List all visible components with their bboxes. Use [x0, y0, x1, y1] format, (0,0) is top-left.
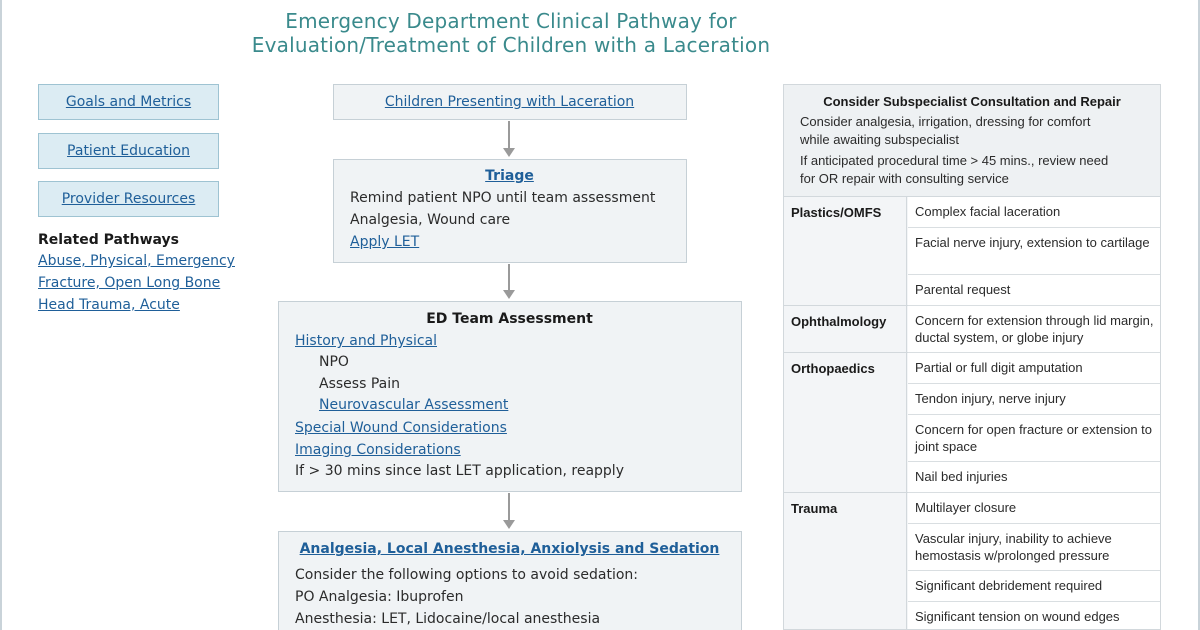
analgesia-line-po: PO Analgesia: Ibuprofen	[295, 589, 464, 605]
consult-item: Tendon injury, nerve injury	[908, 384, 1161, 415]
consult-text-1b: while awaiting subspecialist	[800, 132, 959, 147]
consult-item: Parental request	[908, 275, 1161, 306]
consult-item: Facial nerve injury, extension to cartilage	[908, 228, 1161, 275]
provider-resources-link[interactable]: Provider Resources	[61, 191, 196, 207]
related-pathway-link-abuse[interactable]: Abuse, Physical, Emergency	[38, 253, 235, 269]
flow-arrow	[508, 121, 510, 149]
flow-arrowhead	[503, 148, 515, 157]
imaging-considerations-link[interactable]: Imaging Considerations	[295, 442, 461, 458]
consult-item: Concern for extension through lid margin, ductal system, or globe injury	[908, 306, 1161, 353]
consult-item: Significant tension on wound edges	[908, 602, 1161, 630]
consult-item: Partial or full digit amputation	[908, 353, 1161, 384]
goals-and-metrics-button[interactable]	[38, 84, 219, 120]
triage-line-npo: Remind patient NPO until team assessment	[350, 190, 656, 206]
consult-text-1a: Consider analgesia, irrigation, dressing for comfort	[800, 114, 1091, 129]
analgesia-box	[278, 531, 742, 630]
reapply-let-text: If > 30 mins since last LET application, reapply	[295, 463, 624, 479]
ed-team-assessment-title: ED Team Assessment	[426, 311, 593, 327]
history-physical-link[interactable]: History and Physical	[295, 333, 437, 349]
consult-text-2b: for OR repair with consulting service	[800, 171, 1009, 186]
apply-let-link[interactable]: Apply LET	[350, 234, 420, 250]
consult-item: Multilayer closure	[908, 493, 1161, 524]
presenting-link[interactable]: Children Presenting with Laceration	[384, 94, 635, 110]
npo-text: NPO	[319, 354, 349, 370]
related-pathways-heading: Related Pathways	[38, 232, 180, 248]
consult-item: Complex facial laceration	[908, 197, 1161, 228]
consult-item: Vascular injury, inability to achieve hemostasis w/prolonged pressure	[908, 524, 1161, 571]
related-pathway-link-head-trauma[interactable]: Head Trauma, Acute	[38, 297, 180, 313]
service-trauma: Trauma	[784, 493, 907, 630]
subspecialist-consult-panel	[783, 84, 1161, 630]
ed-team-assessment-box	[278, 301, 742, 492]
analgesia-line-options: Consider the following options to avoid sedation:	[295, 567, 638, 583]
analgesia-title-link[interactable]: Analgesia, Local Anesthesia, Anxiolysis and Sedation	[299, 541, 720, 557]
provider-resources-button[interactable]	[38, 181, 219, 217]
service-ophthalmology: Ophthalmology	[784, 306, 907, 353]
page-title-line-2: Evaluation/Treatment of Children with a Laceration	[251, 33, 771, 57]
analgesia-line-anesthesia: Anesthesia: LET, Lidocaine/local anesthesia	[295, 611, 601, 627]
consult-item: Concern for open fracture or extension to joint space	[908, 415, 1161, 462]
patient-education-button[interactable]	[38, 133, 219, 169]
related-pathway-link-fracture[interactable]: Fracture, Open Long Bone	[38, 275, 221, 291]
service-orthopaedics: Orthopaedics	[784, 353, 907, 492]
flow-arrow	[508, 264, 510, 291]
flow-arrowhead	[503, 520, 515, 529]
consult-item: Significant debridement required	[908, 571, 1161, 602]
triage-box	[333, 159, 687, 263]
flow-arrowhead	[503, 290, 515, 299]
special-wound-link[interactable]: Special Wound Considerations	[295, 420, 507, 436]
flow-arrow	[508, 493, 510, 521]
patient-education-link[interactable]: Patient Education	[67, 143, 190, 159]
triage-title-link[interactable]: Triage	[485, 168, 534, 184]
consult-title: Consider Subspecialist Consultation and Repair	[823, 94, 1121, 109]
triage-line-analgesia: Analgesia, Wound care	[350, 212, 511, 228]
service-plastics: Plastics/OMFS	[784, 197, 907, 305]
goals-and-metrics-link[interactable]: Goals and Metrics	[65, 94, 192, 110]
consult-item: Nail bed injuries	[908, 462, 1161, 493]
assess-pain-text: Assess Pain	[319, 376, 400, 392]
page-title-line-1: Emergency Department Clinical Pathway for	[285, 9, 737, 33]
presenting-box[interactable]	[333, 84, 687, 120]
consult-header	[784, 85, 1160, 197]
neurovascular-link[interactable]: Neurovascular Assessment	[319, 397, 509, 413]
consult-text-2a: If anticipated procedural time > 45 mins., review need	[800, 153, 1109, 168]
